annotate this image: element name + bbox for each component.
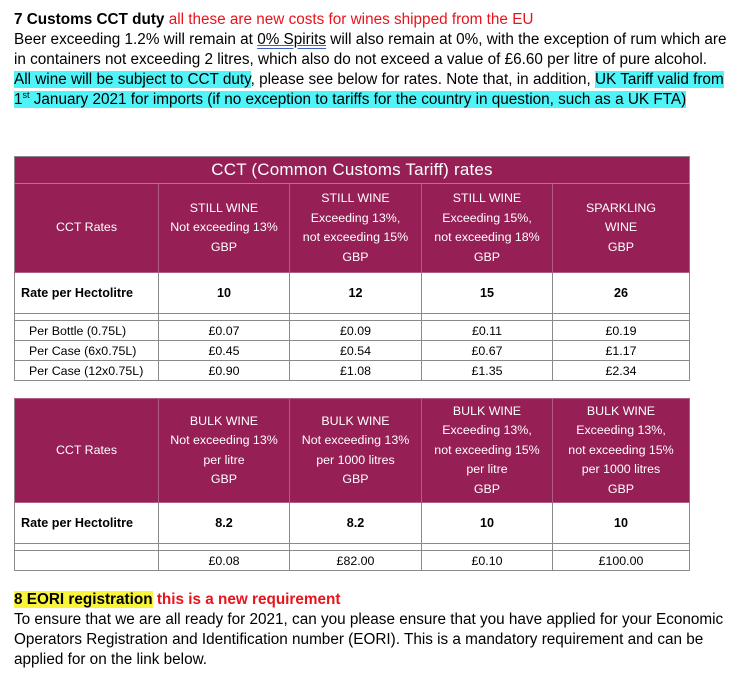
value-cell: £0.11 [422, 321, 553, 341]
value-cell: £1.08 [290, 361, 422, 381]
section-8-paragraph: To ensure that we are all ready for 2021, can you please ensure that you have applied for your Economic Operators Registration and Identification number (EORI). This is a mandatory requirement and can be applied for on the link below. [14, 611, 724, 668]
rate-cell: 10 [159, 273, 290, 314]
header-line: Exceeding 15%, [442, 210, 532, 225]
table-gap-row [15, 544, 690, 551]
section-7-paragraph-2 [14, 70, 738, 110]
header-line: Not exceeding 13% [301, 433, 410, 447]
table-row [15, 341, 690, 361]
rate-per-hectolitre-label: Rate per Hectolitre [15, 503, 159, 544]
value-cell: £2.34 [553, 361, 690, 381]
header-line: GBP [607, 481, 635, 496]
uk-tariff-text-a: UK Tariff valid from 1 [14, 71, 724, 108]
wine-duty-highlight: All wine will be subject to CCT duty [14, 71, 251, 88]
row-label: Per Bottle (0.75L) [15, 321, 159, 341]
header-bulk-13-15-litre [422, 399, 553, 503]
header-line: GBP [607, 239, 635, 254]
rate-cell: 12 [290, 273, 422, 314]
table-row [15, 273, 690, 314]
section-8-heading-line [14, 590, 738, 610]
row-label: Per Case (6x0.75L) [15, 341, 159, 361]
table-row [15, 551, 690, 571]
header-line: not exceeding 15% [568, 442, 674, 457]
rate-cell: 26 [553, 273, 690, 314]
header-still-wine-13 [159, 184, 290, 273]
header-line: GBP [473, 249, 501, 264]
value-cell: £100.00 [553, 551, 690, 571]
header-bulk-13-15-1000l [553, 399, 690, 503]
uk-tariff-text-b: January 2021 for imports (if no exception to tariffs for the country in question, such as a UK FTA) [29, 91, 687, 108]
header-sparkling-wine [553, 184, 690, 273]
spirits-link[interactable]: 0% Spirits [257, 31, 327, 48]
rate-cell: 10 [422, 503, 553, 544]
value-cell: £0.08 [159, 551, 290, 571]
rate-cell: 15 [422, 273, 553, 314]
cct-rates-label: CCT Rates [15, 399, 159, 503]
header-line: Not exceeding 13% [170, 220, 278, 235]
value-cell: £0.07 [159, 321, 290, 341]
header-line: Exceeding 13%, [442, 423, 532, 438]
header-line: per 1000 litres [316, 452, 395, 467]
rate-per-hectolitre-label: Rate per Hectolitre [15, 273, 159, 314]
header-line: BULK WINE [452, 403, 522, 418]
rate-cell: 8.2 [159, 503, 290, 544]
header-line: Not exceeding 13% [170, 433, 278, 447]
ordinal-suffix: st [22, 89, 30, 100]
table-row [15, 321, 690, 341]
header-line: not exceeding 15% [434, 442, 540, 457]
header-line: per 1000 litres [581, 462, 661, 477]
header-line: GBP [342, 472, 369, 486]
para2-text-mid: , please see below for rates. Note that, in addition, [250, 71, 596, 88]
rate-cell: 8.2 [290, 503, 422, 544]
header-line: not exceeding 18% [434, 230, 540, 244]
header-still-wine-13-15 [290, 184, 422, 273]
value-cell: £0.19 [553, 321, 690, 341]
cct-rates-label: CCT Rates [15, 184, 159, 273]
value-cell: £1.35 [422, 361, 553, 381]
header-line: SPARKLING [585, 200, 656, 215]
header-line: GBP [342, 249, 369, 264]
header-line: GBP [473, 481, 501, 496]
table-row [15, 361, 690, 381]
header-line: BULK WINE [586, 403, 656, 418]
table-header-row [15, 399, 690, 503]
value-cell: £0.90 [159, 361, 290, 381]
value-cell: £0.09 [290, 321, 422, 341]
header-line: STILL WINE [189, 200, 259, 215]
header-line: BULK WINE [189, 413, 259, 428]
value-cell: £82.00 [290, 551, 422, 571]
rate-cell: 10 [553, 503, 690, 544]
table-title: CCT (Common Customs Tariff) rates [15, 157, 690, 184]
header-still-wine-15-18 [422, 184, 553, 273]
section-7-note: all these are new costs for wines shipped from the EU [168, 11, 534, 28]
cct-rates-table-still-sparkling [14, 156, 690, 381]
section-8-heading: 8 EORI registration [14, 591, 153, 608]
header-line: per litre [466, 462, 508, 477]
para1-text-b: will also remain at 0%, with the exception of rum which are in containers not exceeding 2 litres, which also do not exceed a value of £6.60 per litre of pure alcohol. [14, 31, 727, 68]
value-cell: £1.17 [553, 341, 690, 361]
table-header-row [15, 184, 690, 273]
row-label: Per Case (12x0.75L) [15, 361, 159, 381]
header-line: WINE [604, 220, 638, 235]
header-line: BULK WINE [321, 413, 390, 428]
section-7 [14, 10, 738, 110]
header-line: STILL WINE [452, 191, 522, 205]
value-cell: £0.45 [159, 341, 290, 361]
header-line: Exceeding 13%, [576, 423, 666, 438]
value-cell: £0.54 [290, 341, 422, 361]
section-7-heading: 7 Customs CCT duty [14, 11, 165, 28]
table-row [15, 503, 690, 544]
header-bulk-13-1000l [290, 399, 422, 503]
header-bulk-13-litre [159, 399, 290, 503]
para1-text-a: Beer exceeding 1.2% will remain at [14, 31, 258, 48]
section-8-note: this is a new requirement [156, 591, 341, 608]
cct-rates-table-bulk [14, 398, 690, 571]
table-gap-row [15, 314, 690, 321]
value-cell: £0.67 [422, 341, 553, 361]
header-line: GBP [210, 472, 238, 486]
table-title-row [15, 157, 690, 184]
header-line: not exceeding 15% [302, 230, 409, 244]
section-7-paragraph-1 [14, 30, 738, 70]
header-line: GBP [210, 239, 238, 254]
section-7-heading-line [14, 10, 738, 30]
section-8 [14, 590, 738, 670]
header-line: Exceeding 13%, [310, 210, 401, 225]
row-label-empty [15, 551, 159, 571]
value-cell: £0.10 [422, 551, 553, 571]
header-line: STILL WINE [321, 191, 390, 205]
header-line: per litre [203, 452, 245, 467]
